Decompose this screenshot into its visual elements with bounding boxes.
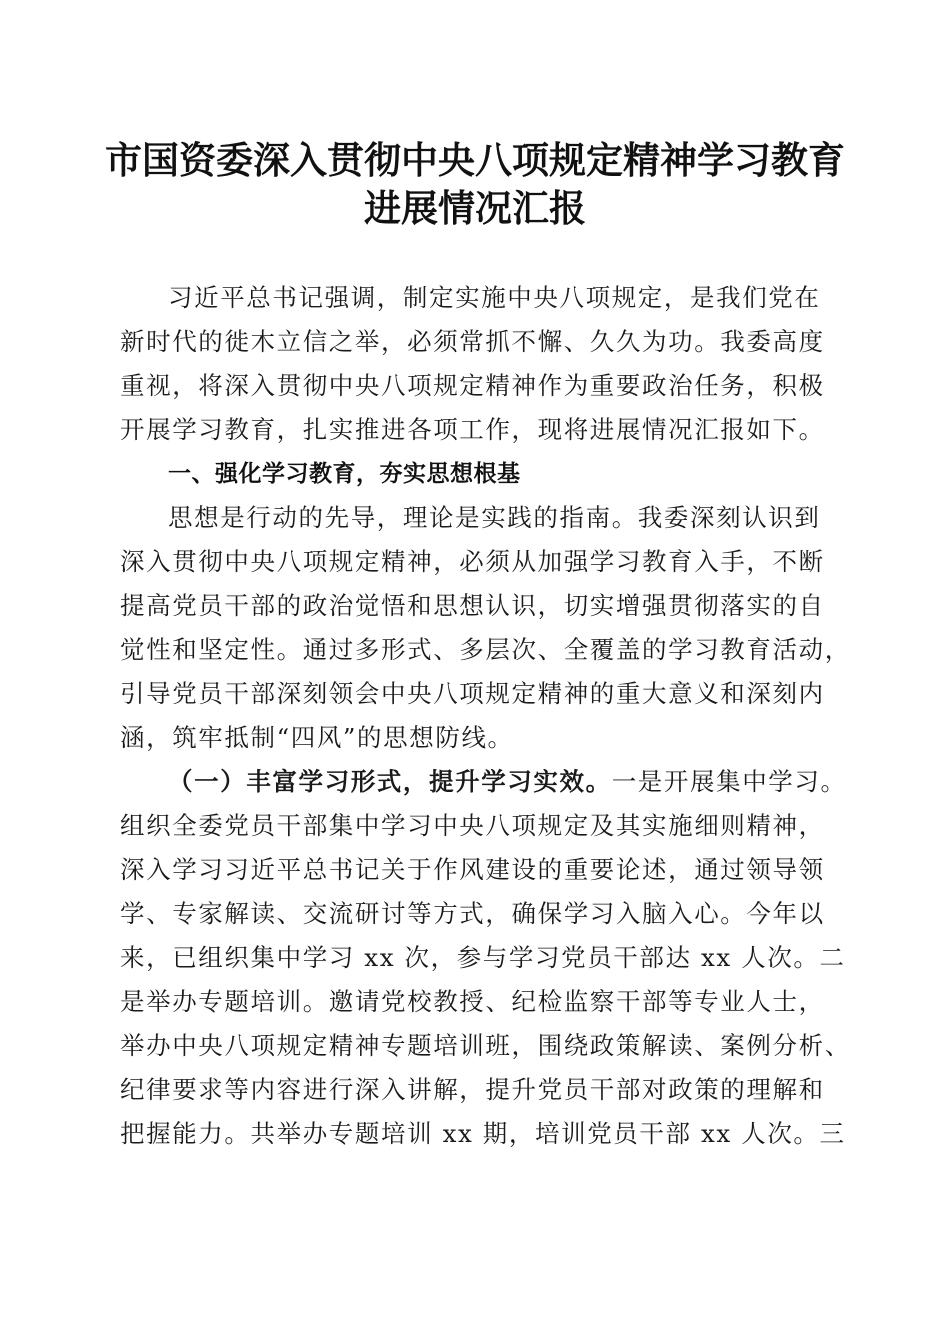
- section-1-line: 引导党员干部深刻领会中央八项规定精神的重大意义和深刻内: [120, 679, 825, 708]
- section-1-line: 涵，筑牢抵制“四风”的思想防线。: [120, 723, 514, 752]
- subsection-1-line: 把握能力。共举办专题培训 xx 期，培训党员干部 xx 人次。三: [120, 1119, 846, 1148]
- subsection-1-heading: （一）丰富学习形式，提升学习实效。: [168, 767, 612, 796]
- section-1-heading: 一、强化学习教育，夯实思想根基: [168, 461, 521, 487]
- intro-line: 重视，将深入贯彻中央八项规定精神作为重要政治任务，积极: [120, 371, 825, 400]
- subsection-1-line: 深入学习习近平总书记关于作风建设的重要论述，通过领导领: [120, 855, 825, 884]
- subsection-1-line: 纪律要求等内容进行深入讲解，提升党员干部对政策的理解和: [120, 1075, 825, 1104]
- section-1-line: 提高党员干部的政治觉悟和思想认识，切实增强贯彻落实的自: [120, 591, 825, 620]
- section-1-line: 觉性和坚定性。通过多形式、多层次、全覆盖的学习教育活动，: [120, 635, 851, 664]
- intro-line: 新时代的徙木立信之举，必须常抓不懈、久久为功。我委高度: [120, 327, 825, 356]
- document-title-line-2: 进展情况汇报: [364, 186, 586, 230]
- subsection-1-line: 学、专家解读、交流研讨等方式，确保学习入脑入心。今年以: [120, 899, 825, 928]
- subsection-1-line: 举办中央八项规定精神专题培训班，围绕政策解读、案例分析、: [120, 1031, 851, 1060]
- subsection-1-line: 组织全委党员干部集中学习中央八项规定及其实施细则精神，: [120, 811, 825, 840]
- subsection-1-line: 来，已组织集中学习 xx 次，参与学习党员干部达 xx 人次。二: [120, 943, 846, 972]
- document-title-line-1: 市国资委深入贯彻中央八项规定精神学习教育: [105, 138, 845, 182]
- intro-line: 开展学习教育，扎实推进各项工作，现将进展情况汇报如下。: [120, 415, 825, 444]
- section-1-line: 思想是行动的先导，理论是实践的指南。我委深刻认识到: [168, 503, 821, 532]
- subsection-1-line: 是举办专题培训。邀请党校教授、纪检监察干部等专业人士，: [120, 987, 825, 1016]
- section-1-line: 深入贯彻中央八项规定精神，必须从加强学习教育入手，不断: [120, 547, 825, 576]
- subsection-1-first-rest: 一是开展集中学习。: [611, 767, 847, 796]
- intro-line: 习近平总书记强调，制定实施中央八项规定，是我们党在: [168, 283, 821, 312]
- subsection-1-first-line: [168, 762, 928, 802]
